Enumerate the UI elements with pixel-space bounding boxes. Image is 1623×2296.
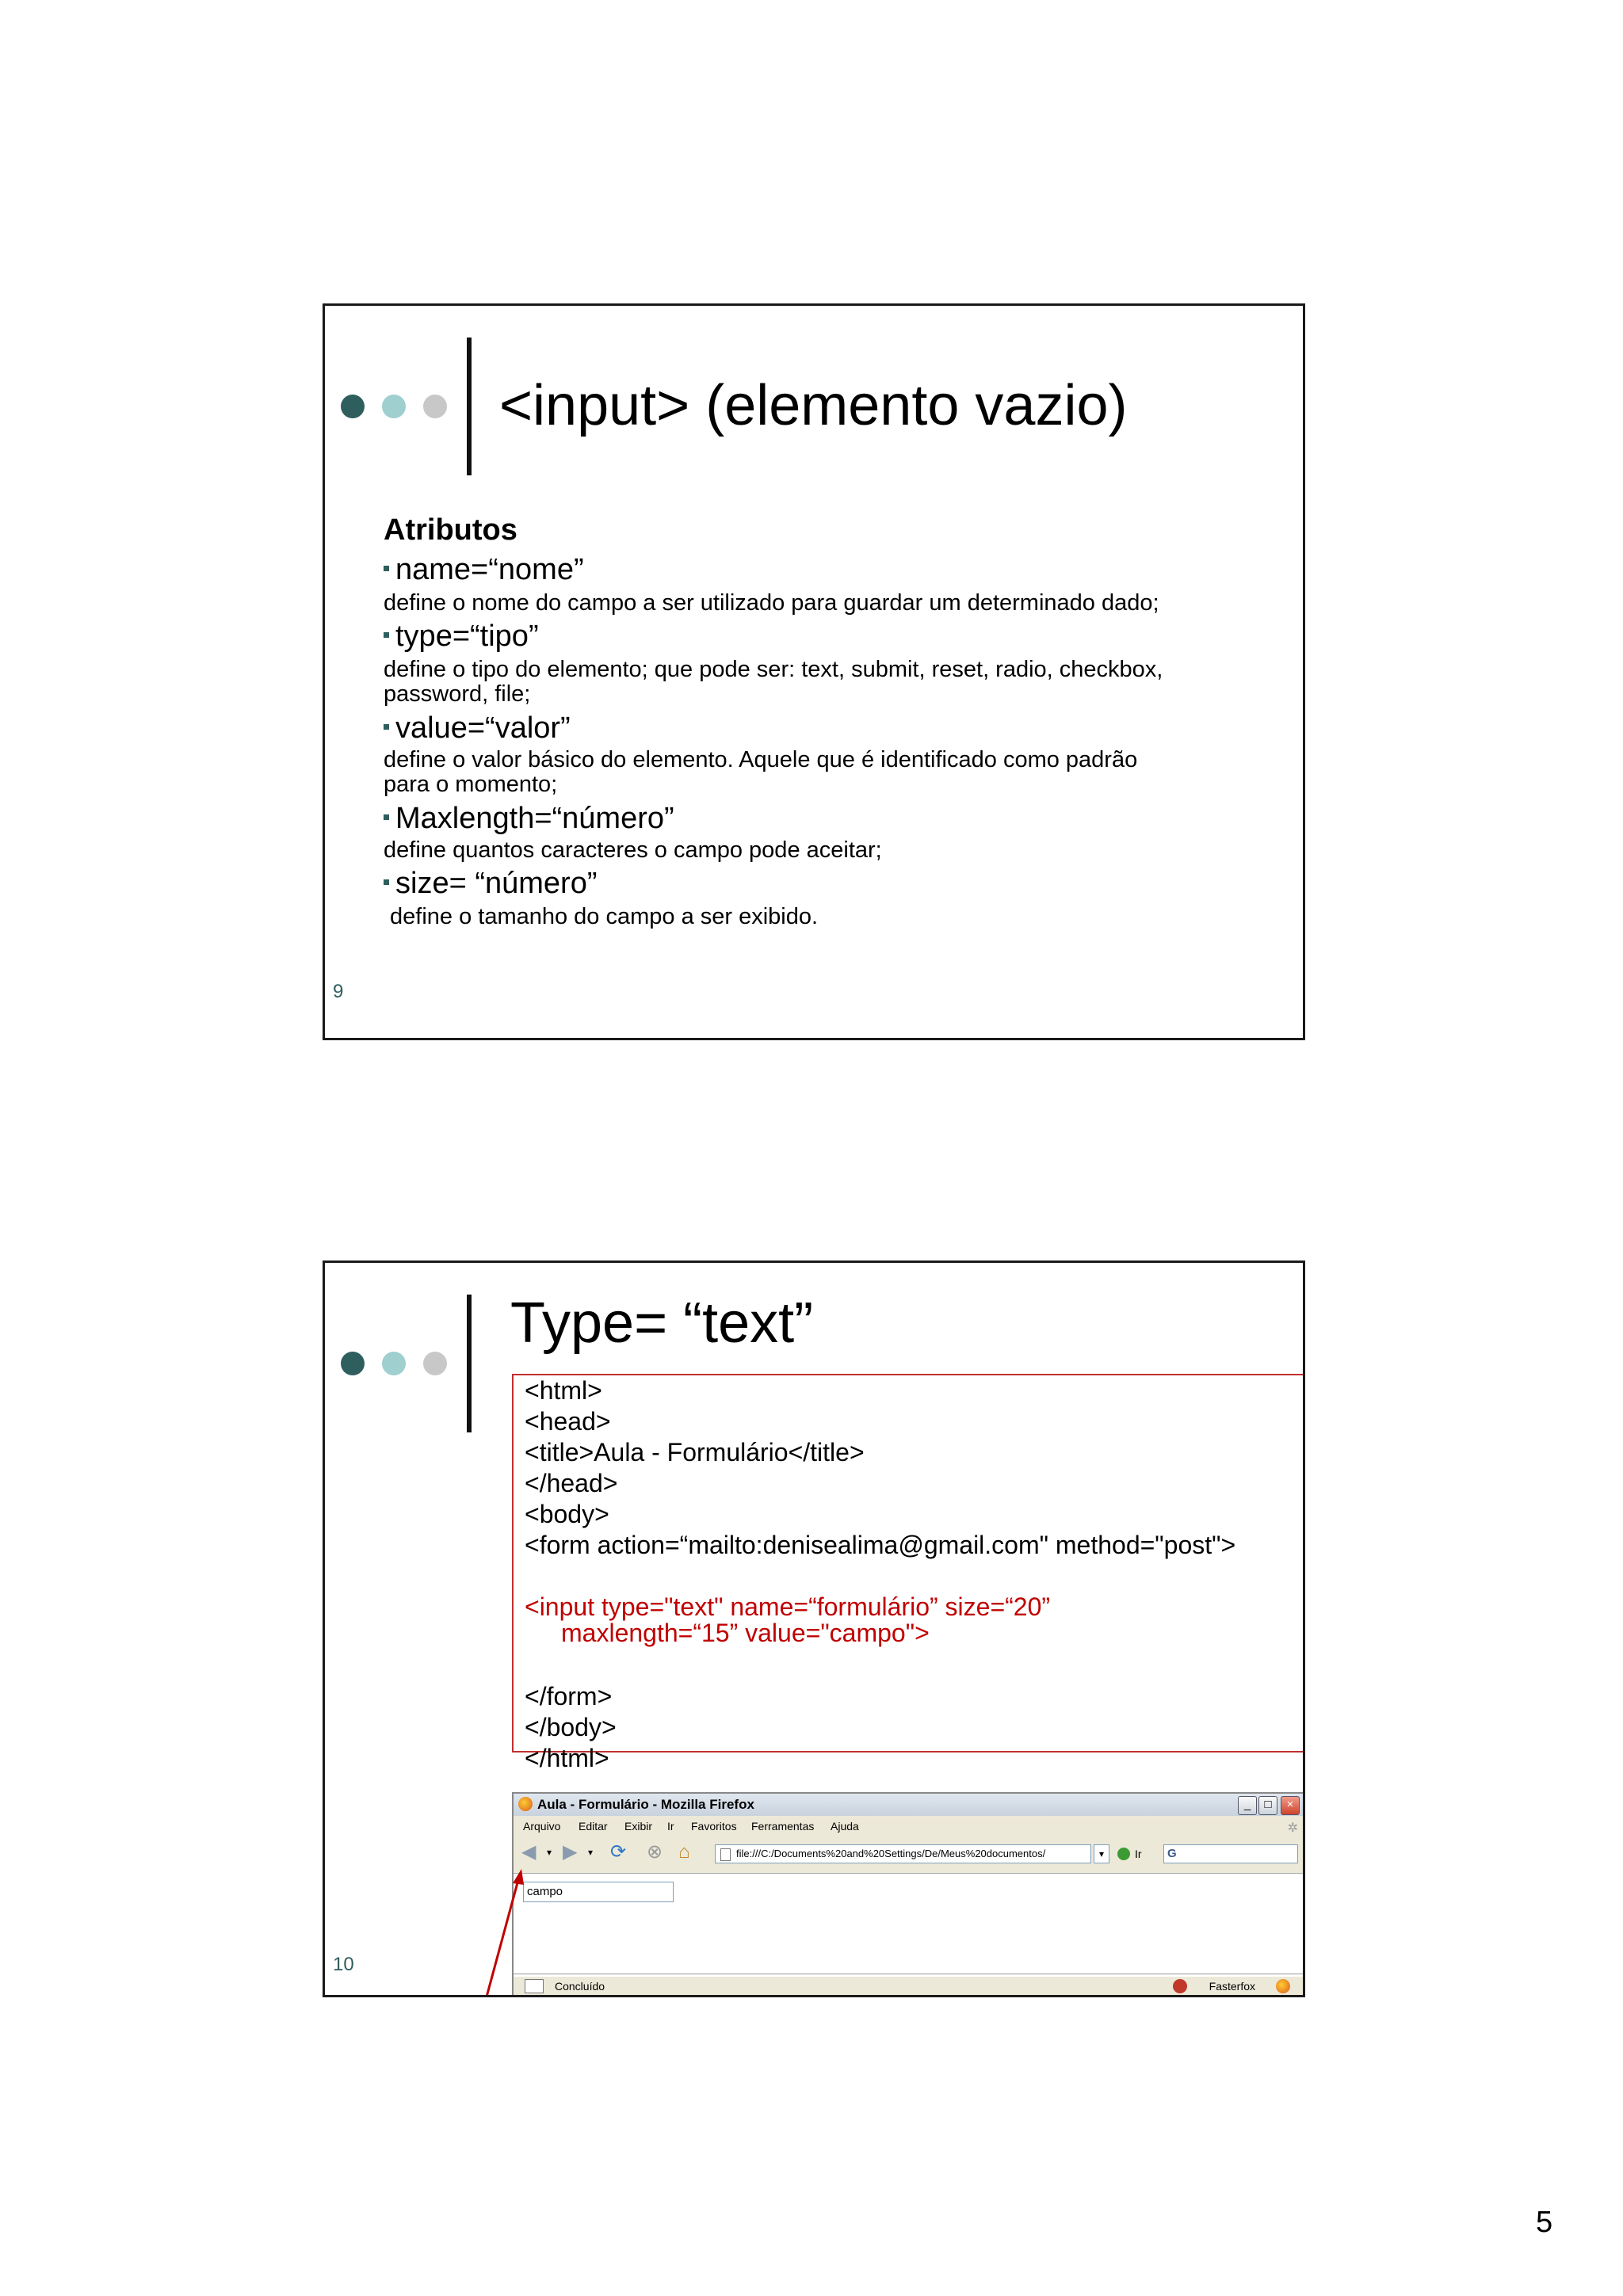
- search-input[interactable]: [1163, 1844, 1298, 1863]
- firefox-icon: [518, 1797, 533, 1811]
- search-engine-icon: G: [1167, 1847, 1177, 1860]
- slide-title: Type= “text”: [510, 1291, 814, 1355]
- slide-number: 9: [333, 981, 344, 1002]
- code-highlight-line: maxlength=“15” value="campo">: [561, 1619, 930, 1647]
- forward-dropdown-icon[interactable]: ▾: [588, 1847, 594, 1858]
- reload-icon[interactable]: ⟳: [610, 1841, 627, 1863]
- page-number: 5: [1536, 2206, 1553, 2239]
- attr-maxlength-desc: define quantos caracteres o campo pode aceitar;: [384, 837, 882, 863]
- browser-menubar: [514, 1816, 1305, 1836]
- forward-icon[interactable]: ▶: [563, 1841, 578, 1863]
- slide-10: [323, 1261, 1305, 1997]
- title-divider: [467, 338, 472, 475]
- status-icon: [525, 1979, 544, 1993]
- attr-maxlength: Maxlength=“número”: [384, 802, 674, 836]
- code-box: [512, 1374, 1305, 1753]
- go-label[interactable]: Ir: [1135, 1848, 1142, 1860]
- browser-toolbar: [514, 1836, 1305, 1870]
- attr-name-desc: define o nome do campo a ser utilizado para guardar um determinado dado;: [384, 590, 1159, 616]
- back-dropdown-icon[interactable]: ▾: [547, 1847, 552, 1858]
- attr-type-desc: define o tipo do elemento; que pode ser: text, submit, reset, radio, checkbox, password, file;: [384, 657, 1163, 707]
- dot-grey: [423, 395, 447, 418]
- code-line: </html>: [525, 1744, 609, 1772]
- browser-screenshot: [512, 1792, 1305, 1997]
- code-highlight-line: <input type="text" name=“formulário” size=“20”: [525, 1592, 1051, 1621]
- attr-size-desc: define o tamanho do campo a ser exibido.: [390, 904, 819, 929]
- maximize-icon[interactable]: □: [1258, 1796, 1277, 1815]
- arrow-head: [513, 1869, 524, 1885]
- browser-statusbar: [514, 1974, 1305, 1997]
- code-line: </form>: [525, 1682, 613, 1711]
- browser-window-title: Aula - Formulário - Mozilla Firefox: [537, 1797, 754, 1812]
- attr-value: value=“valor”: [384, 711, 571, 746]
- menu-arquivo[interactable]: Arquivo: [523, 1820, 561, 1833]
- attr-size: size= “número”: [384, 867, 597, 901]
- stop-icon[interactable]: ⊗: [647, 1841, 663, 1863]
- arrow-line: [486, 1877, 519, 1997]
- throbber-icon: ✲: [1287, 1821, 1298, 1835]
- dot-dark: [341, 395, 365, 418]
- go-icon[interactable]: [1117, 1848, 1130, 1860]
- slide-title: <input> (elemento vazio): [499, 374, 1128, 437]
- browser-titlebar: [514, 1794, 1305, 1816]
- menu-ferramentas[interactable]: Ferramentas: [751, 1820, 815, 1833]
- status-text: Concluído: [555, 1980, 605, 1993]
- menu-ir[interactable]: Ir: [667, 1820, 674, 1833]
- dot-grey: [423, 1352, 447, 1375]
- attr-value-desc: define o valor básico do elemento. Aquele que é identificado como padrão para o momento;: [384, 747, 1138, 797]
- code-line: <form action=“mailto:denisealima@gmail.com" method="post">: [525, 1531, 1236, 1559]
- back-icon[interactable]: ◀: [521, 1841, 537, 1863]
- url-bar[interactable]: file:///C:/Documents%20and%20Settings/De/Meus%20documentos/: [715, 1844, 1091, 1863]
- code-line: <title>Aula - Formulário</title>: [525, 1438, 865, 1466]
- code-line: </head>: [525, 1469, 618, 1497]
- slide-9: [323, 303, 1305, 1040]
- minimize-icon[interactable]: _: [1238, 1796, 1257, 1815]
- menu-exibir[interactable]: Exibir: [624, 1820, 653, 1833]
- menu-editar[interactable]: Editar: [579, 1820, 608, 1833]
- attributes-heading: Atributos: [384, 513, 517, 547]
- attr-type: type=“tipo”: [384, 620, 539, 654]
- home-icon[interactable]: ⌂: [678, 1841, 690, 1863]
- url-dropdown-icon[interactable]: ▾: [1094, 1844, 1109, 1863]
- title-divider: [467, 1295, 472, 1432]
- code-line: <head>: [525, 1407, 611, 1436]
- menu-ajuda[interactable]: Ajuda: [831, 1820, 859, 1833]
- close-icon[interactable]: ×: [1281, 1796, 1300, 1815]
- dot-light: [382, 395, 406, 418]
- fasterfox-icon: [1173, 1979, 1187, 1993]
- dot-dark: [341, 1352, 365, 1375]
- firefox-status-icon: [1276, 1979, 1290, 1993]
- code-line: <html>: [525, 1376, 602, 1405]
- attr-name: name=“nome”: [384, 553, 584, 587]
- code-line: <body>: [525, 1500, 609, 1528]
- menu-favoritos[interactable]: Favoritos: [691, 1820, 737, 1833]
- arrow-annotation: [479, 1869, 527, 1997]
- page-icon: [720, 1848, 731, 1861]
- text-input-campo[interactable]: campo: [523, 1882, 674, 1902]
- fasterfox-label: Fasterfox: [1209, 1980, 1255, 1993]
- code-line: </body>: [525, 1713, 617, 1741]
- dot-light: [382, 1352, 406, 1375]
- slide-number: 10: [333, 1954, 354, 1975]
- browser-content: [514, 1873, 1305, 1977]
